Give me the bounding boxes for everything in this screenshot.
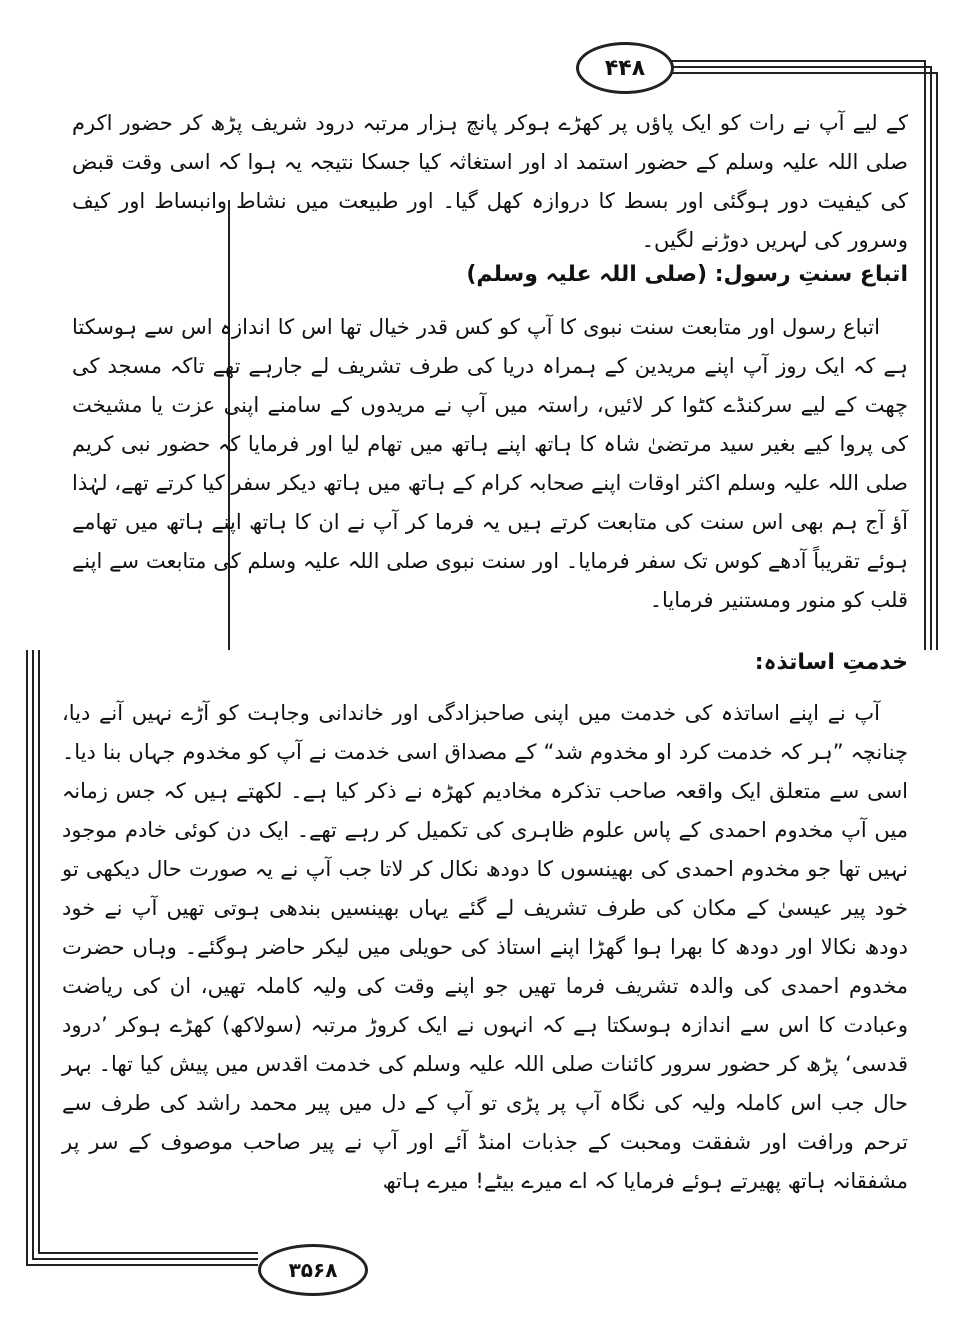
frame-right-line-3 [936, 72, 938, 650]
header-page-number [576, 42, 674, 94]
frame-bottom-line-1 [26, 1264, 258, 1266]
frame-lower-left-line-2 [32, 650, 34, 1259]
section3-block [62, 694, 908, 1201]
section3-heading: خدمتِ اساتذہ: [754, 650, 908, 675]
frame-bottom-line-3 [38, 1252, 258, 1254]
frame-top-line-3 [668, 72, 938, 74]
section1-paragraph: کے لیے آپ نے رات کو ایک پاؤں پر کھڑے ہوکر پانچ ہزار مرتبہ درود شریف پڑھ کر حضور اکرم صلی اللہ علیہ وسلم کے حضور استمد اد اور استغاثہ کیا جسکا نتیجہ یہ ہوا کہ اسی وقت قبض کی کیفیت دور ہوگئی اور بسط کا دروازہ کھل گیا۔ اور طبیعت میں نشاط وانبساط اور کیف وسرور کی لہریں دوڑنے لگیں۔ [72, 111, 908, 252]
section2-heading: اتباع سنتِ رسول: (صلی اللہ علیہ وسلم) [466, 262, 908, 287]
frame-bottom-line-2 [32, 1258, 258, 1260]
footer-page-number [258, 1244, 368, 1296]
frame-top-line-2 [668, 66, 932, 68]
section3-paragraph: آپ نے اپنے اساتذہ کی خدمت میں اپنی صاحبزادگی اور خاندانی وجاہت کو آڑے نہیں آنے دیا، چنانچہ ”ہر کہ خدمت کرد او مخدوم شد“ کے مصداق اسی خدمت نے آپ کو مخدوم جہاں بنا دیا۔ اسی سے متعلق ایک واقعہ صاحب تذکرہ مخادیم کھڑہ نے ذکر کیا ہے۔ لکھتے ہیں کہ جس زمانہ میں آپ مخدوم احمدی کے پاس علوم ظاہری کی تکمیل کر رہے تھے۔ ایک دن کوئی خادم موجود نہیں تھا جو مخدوم احمدی کی بھینسوں کا دودھ نکال کر لاتا جب آپ نے یہ صورت حال دیکھی تو خود پیر عیسیٰ کے مکان کی طرف تشریف لے گئے یہاں بھینسیں بندھی ہوتی تھیں آپ نے خود دودھ نکالا اور دودھ کا بھرا ہوا گھڑا اپنے استاذ کی حویلی میں لیکر حاضر ہوگئے۔ وہاں حضرت مخدوم احمدی کی والدہ تشریف فرما تھیں جو اپنے وقت کی ولیہ کاملہ تھیں، ان کی ریاضت وعبادت کا اس سے اندازہ ہوسکتا ہے کہ انہوں نے ایک کروڑ مرتبہ (سولاکھ) کھڑے ہوکر ’درود قدسی‘ پڑھ کر حضور سرور کائنات صلی اللہ علیہ وسلم کی خدمت اقدس میں پیش کیا تھا۔ بہر حال جب اس کاملہ ولیہ کی نگاہ آپ پر پڑی تو آپ کے دل میں پیر محمد راشد کی طرف سے ترحم ورافت اور شفقت ومحبت کے جذبات امنڈ آئے اور آپ نے پیر صاحب موصوف کے سر پر مشفقانہ ہاتھ پھیرتے ہوئے فرمایا کہ اے میرے بیٹے! میرے ہاتھ [62, 701, 908, 1193]
section1-block [72, 104, 908, 260]
section2-block [72, 308, 908, 620]
frame-lower-left-line-3 [38, 650, 40, 1253]
frame-right-line-2 [930, 66, 932, 650]
footer-page-number-text: ۳۵۶۸ [288, 1258, 338, 1282]
frame-right-line-1 [924, 60, 926, 650]
frame-lower-left-line-1 [26, 650, 28, 1265]
section2-paragraph: اتباع رسول اور متابعت سنت نبوی کا آپ کو کس قدر خیال تھا اس کا اندازہ اس سے ہوسکتا ہے کہ ایک روز آپ اپنے مریدین کے ہمراہ دریا کی طرف تشریف لے جارہے تھے تاکہ مسجد کی چھت کے لیے سرکنڈے کٹوا کر لائیں، راستہ میں آپ نے مریدوں کے سامنے اپنی عزت یا مشیخت کی پروا کیے بغیر سید مرتضیٰ شاہ کا ہاتھ اپنے ہاتھ میں تھام لیا اور فرمایا کہ حضور نبی کریم صلی اللہ علیہ وسلم اکثر اوقات اپنے صحابہ کرام کے ہاتھ میں ہاتھ دیکر سفر کیا کرتے تھے، لہٰذا آؤ آج ہم بھی اس سنت کی متابعت کرتے ہیں یہ فرما کر آپ نے ان کا ہاتھ اپنے ہاتھ میں تھامے ہوئے تقریباً آدھے کوس تک سفر فرمایا۔ اور سنت نبوی صلی اللہ علیہ وسلم کی متابعت سے اپنے قلب کو منور ومستنیر فرمایا۔ [72, 315, 908, 612]
frame-top-line-1 [668, 60, 926, 62]
header-page-number-text: ۴۴۸ [604, 55, 646, 81]
